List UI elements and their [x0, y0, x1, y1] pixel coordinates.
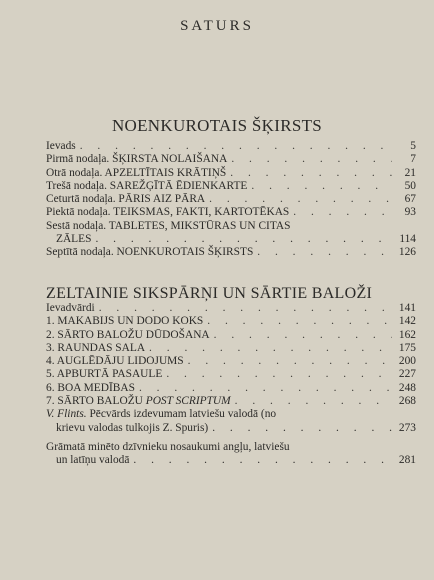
- toc-entry: 3. RAUNDAS SALA . . . 175: [46, 342, 416, 355]
- toc-entry: 7. SĀRTO BALOŽU POST SCRIPTUM . . . 268: [46, 395, 416, 408]
- toc-entry: Piektā nodaļa. TEIKSMAS, FAKTI, KARTOTĒKAS . . . 93: [46, 206, 416, 219]
- toc-entry: 1. MAKABIJS UN DODO KOKS . . . 142: [46, 315, 416, 328]
- toc-entry: 2. SĀRTO BALOŽU DŪDOŠANA . . . 162: [46, 329, 416, 342]
- part1-heading: NOENKUROTAIS ŠĶIRSTS: [111, 116, 323, 135]
- toc-entry-afterword: V. Flints. Pēcvārds izdevumam latviešu valodā (no krievu valodas tulkojis Z. Spuris) . . . 273: [46, 408, 416, 435]
- toc-entry: Otrā nodaļa. APZELTĪTAIS KRĀTIŅŠ . . . 21: [46, 167, 416, 180]
- toc-entry: Pirmā nodaļa. ŠĶIRSTA NOLAIŠANA . . . 7: [46, 153, 416, 166]
- toc-entry-glossary: Grāmatā minēto dzīvnieku nosaukumi angļu, latviešu un latīņu valodā . . . 281: [46, 441, 416, 468]
- toc-entry: 4. AUGLĒDĀJU LIDOJUMS . . . 200: [46, 355, 416, 368]
- toc-entry: 5. APBURTĀ PASAULE . . . 227: [46, 368, 416, 381]
- toc-entry: Ievadvārdi . . . 141: [46, 302, 416, 315]
- part1-list: [46, 140, 416, 260]
- toc-entry: Trešā nodaļa. SAREŽĢĪTĀ ĒDIENKARTE . . . 50: [46, 180, 416, 193]
- toc-entry: 6. BOA MEDĪBAS . . . 248: [46, 382, 416, 395]
- part2-heading: ZELTAINIE SIKSPĀRŅI UN SĀRTIE BALOŽI: [46, 285, 373, 302]
- page-title: SATURS: [180, 18, 254, 34]
- toc-entry: Ievads . . . 5: [46, 140, 416, 153]
- toc-entry: Ceturtā nodaļa. PĀRIS AIZ PĀRA . . . 67: [46, 193, 416, 206]
- toc-entry: Septītā nodaļa. NOENKUROTAIS ŠĶIRSTS . . . 126: [46, 246, 416, 259]
- part2-list: [46, 302, 416, 468]
- toc-entry-multiline: Sestā nodaļa. TABLETES, MIKSTŪRAS UN CITAS ZĀLES . . . 114: [46, 220, 416, 247]
